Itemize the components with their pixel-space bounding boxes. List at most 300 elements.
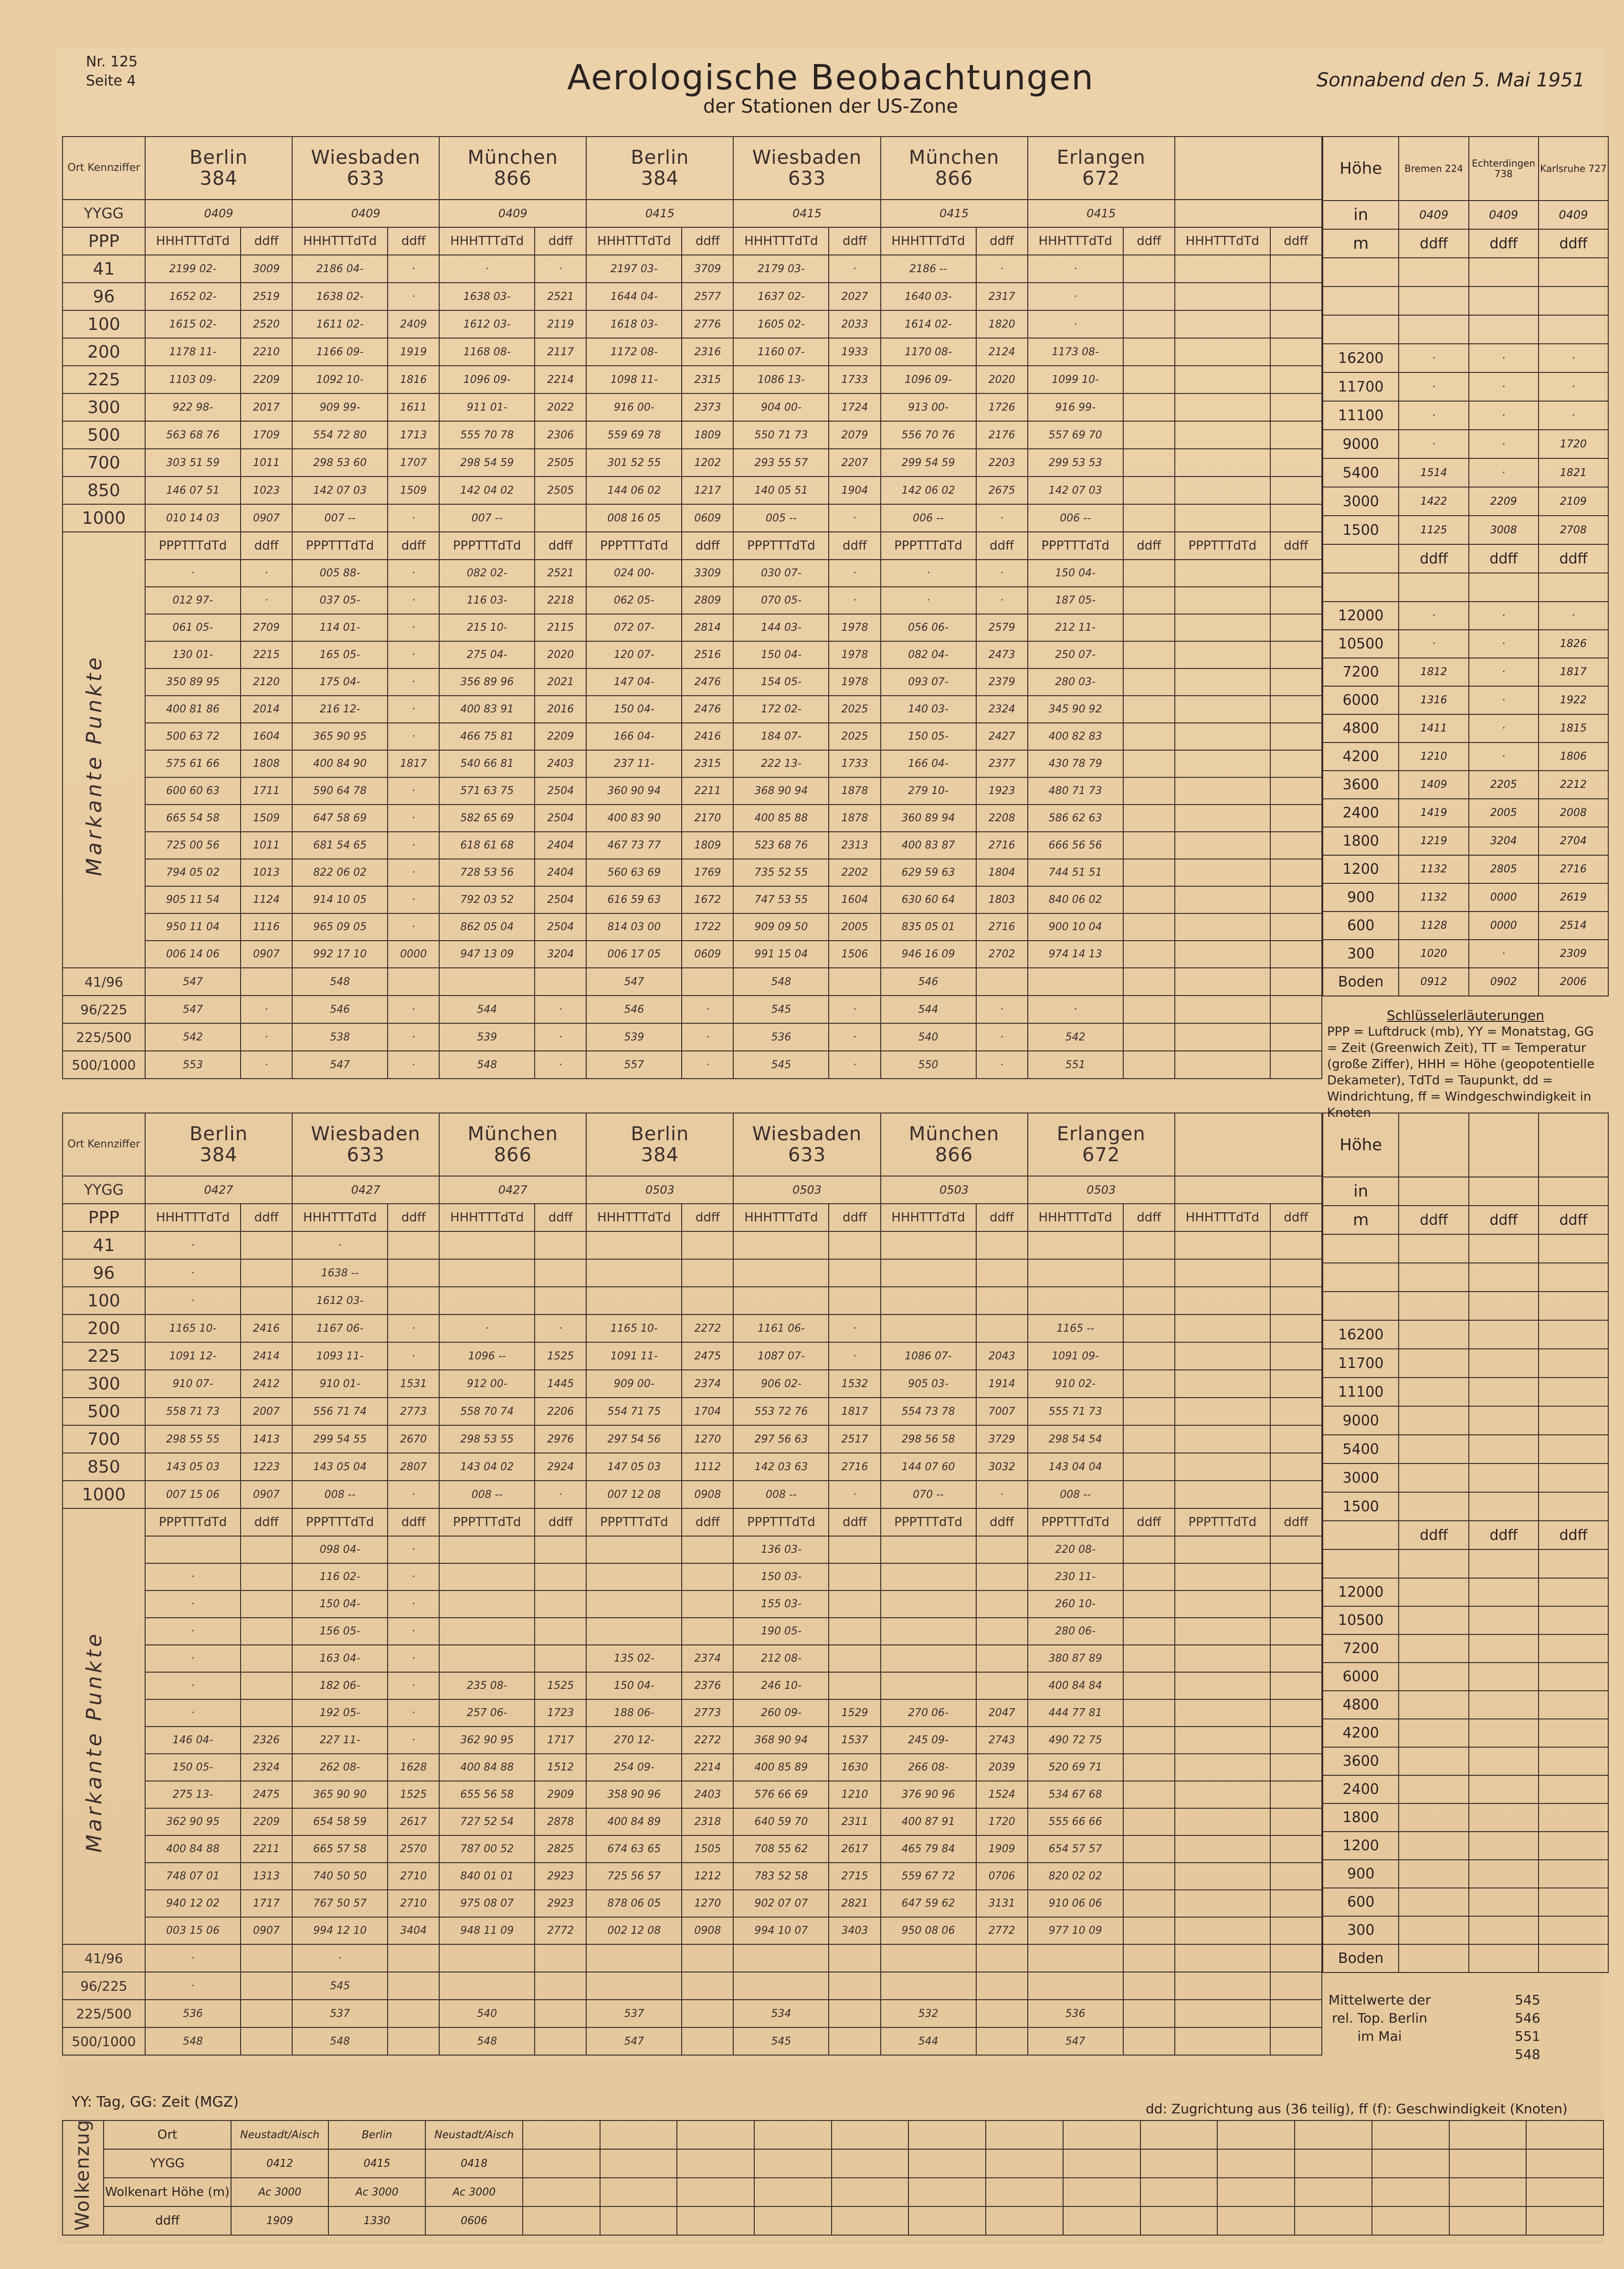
data-cell: · bbox=[829, 1342, 880, 1370]
yygg-label: YYGG bbox=[63, 1176, 145, 1204]
data-cell: 150 05- bbox=[145, 1754, 241, 1781]
data-cell: 550 71 73 bbox=[733, 421, 829, 449]
data-cell: 916 00- bbox=[586, 393, 682, 421]
data-cell: 1330 bbox=[328, 2206, 425, 2235]
blank-cell bbox=[1295, 2206, 1372, 2235]
data-cell: 061 05- bbox=[145, 614, 241, 641]
data-cell: · bbox=[388, 1727, 439, 1754]
data-cell: 297 56 63 bbox=[733, 1425, 829, 1453]
blank-cell bbox=[1449, 2121, 1527, 2149]
level-row bbox=[63, 283, 1322, 310]
data-cell: 2516 bbox=[682, 641, 733, 668]
blank-cell bbox=[1399, 1747, 1468, 1775]
blank-cell bbox=[1140, 2121, 1218, 2149]
ppp-column-header: PPPTTTdTd bbox=[439, 1508, 535, 1536]
data-cell: 1614 02- bbox=[881, 310, 976, 338]
height-level: 10500 bbox=[1323, 1606, 1399, 1634]
data-cell: 1170 08- bbox=[881, 338, 976, 366]
data-cell: 1809 bbox=[682, 832, 733, 859]
data-cell: 2617 bbox=[388, 1808, 439, 1835]
wolkenzug-row-label: ddff bbox=[104, 2206, 232, 2235]
data-cell: 1445 bbox=[535, 1370, 586, 1398]
data-cell: 2514 bbox=[1539, 912, 1608, 940]
data-cell: 465 79 84 bbox=[881, 1835, 976, 1863]
data-cell: 150 03- bbox=[733, 1563, 829, 1590]
height-level: 11700 bbox=[1323, 372, 1399, 401]
data-cell: · bbox=[241, 1051, 292, 1079]
data-cell: 1167 06- bbox=[292, 1315, 388, 1342]
blank-cell bbox=[754, 2178, 832, 2206]
data-cell: 2878 bbox=[535, 1808, 586, 1835]
data-cell: · bbox=[388, 560, 439, 587]
side-blank-row bbox=[1323, 573, 1608, 602]
data-cell: 655 56 58 bbox=[439, 1781, 535, 1808]
ddff-column-header: ddff bbox=[1399, 229, 1468, 258]
data-cell: 2412 bbox=[241, 1370, 292, 1398]
data-cell: 3404 bbox=[388, 1917, 439, 1944]
data-cell: 0907 bbox=[241, 1481, 292, 1508]
data-cell: Neustadt/Aisch bbox=[231, 2121, 328, 2149]
side-blank-row bbox=[1323, 1234, 1608, 1263]
data-cell: 558 71 73 bbox=[145, 1398, 241, 1425]
blank-cell bbox=[1469, 1234, 1539, 1263]
side-markante-row bbox=[1323, 1775, 1608, 1803]
side-markante-row bbox=[1323, 742, 1608, 771]
data-cell: 2404 bbox=[535, 859, 586, 886]
data-cell bbox=[1270, 777, 1322, 805]
data-cell bbox=[1175, 421, 1270, 449]
data-cell: · bbox=[976, 587, 1028, 614]
data-cell: 2207 bbox=[829, 449, 880, 477]
data-cell: 037 05- bbox=[292, 587, 388, 614]
data-cell: · bbox=[388, 283, 439, 310]
ppp-column-header: PPPTTTdTd bbox=[145, 1508, 241, 1536]
data-cell: 2005 bbox=[1469, 799, 1539, 827]
data-cell: 280 06- bbox=[1028, 1618, 1123, 1645]
ppp-column-header: PPPTTTdTd bbox=[881, 532, 976, 560]
markante-row bbox=[63, 1808, 1322, 1835]
data-cell bbox=[1270, 1231, 1322, 1259]
data-cell: 2473 bbox=[976, 641, 1028, 668]
blank-cell bbox=[1469, 1860, 1539, 1888]
hhh-column-header: HHHTTTdTd bbox=[1028, 1204, 1123, 1231]
side-markante-header bbox=[1323, 1521, 1608, 1549]
blank-cell bbox=[1399, 258, 1468, 286]
blank-cell bbox=[1323, 286, 1399, 315]
level-row bbox=[63, 504, 1322, 532]
blank-cell bbox=[1539, 1463, 1608, 1492]
data-cell: 554 73 78 bbox=[881, 1398, 976, 1425]
data-cell bbox=[682, 1231, 733, 1259]
side-height-row bbox=[1323, 1463, 1608, 1492]
blank-cell bbox=[1539, 573, 1608, 602]
data-cell: · bbox=[976, 255, 1028, 283]
data-cell: 665 54 58 bbox=[145, 805, 241, 832]
data-cell: 1611 02- bbox=[292, 310, 388, 338]
data-cell bbox=[1123, 393, 1175, 421]
data-cell: · bbox=[388, 668, 439, 696]
ddff-column-header: ddff bbox=[1469, 1206, 1539, 1234]
data-cell: 7007 bbox=[976, 1398, 1028, 1425]
data-cell: 2809 bbox=[682, 587, 733, 614]
data-cell: 3131 bbox=[976, 1890, 1028, 1917]
height-level: 6000 bbox=[1323, 686, 1399, 714]
data-cell bbox=[241, 968, 292, 996]
wolkenzug-row bbox=[63, 2178, 1603, 2206]
blank-cell bbox=[832, 2178, 909, 2206]
blank-cell bbox=[986, 2121, 1063, 2149]
data-cell bbox=[1123, 1453, 1175, 1481]
data-cell: 070 05- bbox=[733, 587, 829, 614]
data-cell: 2017 bbox=[241, 393, 292, 421]
data-cell: 0412 bbox=[231, 2149, 328, 2178]
hhh-column-header: HHHTTTdTd bbox=[439, 227, 535, 255]
blank-cell bbox=[1323, 258, 1399, 286]
station-code: 672 bbox=[1082, 168, 1120, 190]
data-cell: · bbox=[881, 560, 976, 587]
data-cell bbox=[881, 1563, 976, 1590]
data-cell: 237 11- bbox=[586, 750, 682, 777]
data-cell: 1652 02- bbox=[145, 283, 241, 310]
data-cell: 640 59 70 bbox=[733, 1808, 829, 1835]
level-row bbox=[63, 310, 1322, 338]
data-cell: 1166 09- bbox=[292, 338, 388, 366]
data-cell bbox=[1270, 1051, 1322, 1079]
data-cell: 2209 bbox=[241, 1808, 292, 1835]
data-cell: 192 05- bbox=[292, 1699, 388, 1727]
data-cell bbox=[976, 2000, 1028, 2027]
data-cell: 545 bbox=[733, 2027, 829, 2055]
data-cell: · bbox=[241, 996, 292, 1023]
data-cell: 2520 bbox=[241, 310, 292, 338]
blank-cell bbox=[1469, 258, 1539, 286]
side-markante-row bbox=[1323, 1803, 1608, 1832]
data-cell: 2186 04- bbox=[292, 255, 388, 283]
data-cell: 002 12 08 bbox=[586, 1917, 682, 1944]
data-cell: 1605 02- bbox=[733, 310, 829, 338]
ddff-column-header: ddff bbox=[1123, 532, 1175, 560]
data-cell: 548 bbox=[439, 2027, 535, 2055]
data-cell: 140 05 51 bbox=[733, 477, 829, 504]
data-cell: 950 11 04 bbox=[145, 913, 241, 941]
ddff-column-header: ddff bbox=[1123, 1204, 1175, 1231]
layer-row bbox=[63, 996, 1322, 1023]
data-cell bbox=[1123, 1944, 1175, 1972]
station-header bbox=[439, 1113, 586, 1176]
layer-row bbox=[63, 1051, 1322, 1079]
station-name: Wiesbaden bbox=[311, 1123, 421, 1145]
markante-row bbox=[63, 941, 1322, 968]
column-header-row bbox=[63, 1204, 1322, 1231]
data-cell bbox=[1123, 310, 1175, 338]
data-cell: 1878 bbox=[829, 777, 880, 805]
data-cell bbox=[1175, 1051, 1270, 1079]
station-name: Erlangen bbox=[1056, 147, 1146, 169]
data-cell: 1210 bbox=[829, 1781, 880, 1808]
blank-cell bbox=[1399, 1944, 1468, 1972]
data-cell: 555 66 66 bbox=[1028, 1808, 1123, 1835]
data-cell bbox=[1123, 1287, 1175, 1315]
markante-row bbox=[63, 832, 1322, 859]
blank-cell bbox=[1539, 1803, 1608, 1832]
yygg-value: 0409 bbox=[439, 200, 586, 227]
data-cell: 2209 bbox=[1469, 487, 1539, 516]
data-cell bbox=[388, 2000, 439, 2027]
data-cell: 744 51 51 bbox=[1028, 859, 1123, 886]
data-cell: 163 04- bbox=[292, 1645, 388, 1672]
data-cell: 245 09- bbox=[881, 1727, 976, 1754]
data-cell: 911 01- bbox=[439, 393, 535, 421]
data-cell bbox=[535, 504, 586, 532]
data-cell bbox=[1123, 1023, 1175, 1051]
yygg-label: YYGG bbox=[63, 200, 145, 227]
data-cell bbox=[1175, 668, 1270, 696]
data-cell: 220 08- bbox=[1028, 1536, 1123, 1563]
data-cell bbox=[829, 2027, 880, 2055]
data-cell: 630 60 64 bbox=[881, 886, 976, 913]
data-cell bbox=[1270, 832, 1322, 859]
data-cell bbox=[1175, 1536, 1270, 1563]
station-row bbox=[63, 1113, 1322, 1176]
blank-cell bbox=[1539, 1719, 1608, 1747]
blank-cell bbox=[1469, 1719, 1539, 1747]
data-cell: 2504 bbox=[535, 886, 586, 913]
station-header bbox=[586, 137, 733, 200]
data-cell bbox=[1175, 614, 1270, 641]
data-cell: 2617 bbox=[829, 1835, 880, 1863]
lower-observation-table bbox=[62, 1113, 1322, 2056]
data-cell: 681 54 65 bbox=[292, 832, 388, 859]
data-cell bbox=[1123, 750, 1175, 777]
data-cell bbox=[1175, 587, 1270, 614]
data-cell: 0907 bbox=[241, 941, 292, 968]
data-cell: · bbox=[388, 832, 439, 859]
data-cell: 254 09- bbox=[586, 1754, 682, 1781]
side-markante-row bbox=[1323, 827, 1608, 855]
station-code: 633 bbox=[347, 1144, 385, 1166]
station-name: Berlin bbox=[189, 147, 248, 169]
data-cell bbox=[976, 1315, 1028, 1342]
data-cell: 182 06- bbox=[292, 1672, 388, 1699]
markante-row bbox=[63, 723, 1322, 750]
markante-punkte-label bbox=[63, 532, 145, 968]
data-cell: 1733 bbox=[829, 750, 880, 777]
data-cell: 444 77 81 bbox=[1028, 1699, 1123, 1727]
page-subtitle: der Stationen der US-Zone bbox=[703, 95, 959, 117]
data-cell: 2210 bbox=[241, 338, 292, 366]
data-cell: · bbox=[388, 504, 439, 532]
data-cell bbox=[1270, 1023, 1322, 1051]
data-cell: 2197 03- bbox=[586, 255, 682, 283]
data-cell: 2716 bbox=[1539, 855, 1608, 883]
data-cell bbox=[829, 1672, 880, 1699]
data-cell: · bbox=[439, 255, 535, 283]
data-cell bbox=[1123, 1781, 1175, 1808]
data-cell bbox=[439, 1563, 535, 1590]
side-station-name: Echterdingen 738 bbox=[1469, 137, 1539, 201]
data-cell: 1525 bbox=[535, 1672, 586, 1699]
data-cell: · bbox=[439, 1315, 535, 1342]
data-cell: 222 13- bbox=[733, 750, 829, 777]
data-cell: 582 65 69 bbox=[439, 805, 535, 832]
data-cell: · bbox=[1028, 283, 1123, 310]
blank-cell bbox=[1539, 1263, 1608, 1292]
data-cell bbox=[1123, 1727, 1175, 1754]
data-cell bbox=[1123, 1481, 1175, 1508]
blank-cell bbox=[1539, 1113, 1608, 1177]
data-cell: 975 08 07 bbox=[439, 1890, 535, 1917]
data-cell bbox=[1175, 1618, 1270, 1645]
pressure-level: 200 bbox=[63, 338, 145, 366]
data-cell: 062 05- bbox=[586, 587, 682, 614]
blank-cell bbox=[1323, 1292, 1399, 1320]
data-cell: 1817 bbox=[388, 750, 439, 777]
data-cell: 544 bbox=[881, 996, 976, 1023]
data-cell: 2306 bbox=[535, 421, 586, 449]
height-level: 4200 bbox=[1323, 1719, 1399, 1747]
data-cell: 1096 -- bbox=[439, 1342, 535, 1370]
side-station-name: Karlsruhe 727 bbox=[1539, 137, 1608, 201]
data-cell bbox=[1123, 255, 1175, 283]
data-cell: 554 71 75 bbox=[586, 1398, 682, 1425]
yygg-value bbox=[1175, 200, 1322, 227]
data-cell: · bbox=[388, 1481, 439, 1508]
side-blank-row bbox=[1323, 1263, 1608, 1292]
data-cell bbox=[1175, 1672, 1270, 1699]
data-cell: 792 03 52 bbox=[439, 886, 535, 913]
blank-cell bbox=[600, 2149, 677, 2178]
data-cell bbox=[881, 1645, 976, 1672]
data-cell bbox=[241, 1287, 292, 1315]
data-cell: 2377 bbox=[976, 750, 1028, 777]
data-cell: 822 06 02 bbox=[292, 859, 388, 886]
ppp-column-header: PPPTTTdTd bbox=[1028, 1508, 1123, 1536]
layer-label: 225/500 bbox=[63, 2000, 145, 2027]
data-cell: 1637 02- bbox=[733, 283, 829, 310]
data-cell: 545 bbox=[733, 1051, 829, 1079]
height-level: 1500 bbox=[1323, 516, 1399, 544]
data-cell bbox=[1028, 1231, 1123, 1259]
side-yygg: 0409 bbox=[1469, 201, 1539, 229]
layer-label: 500/1000 bbox=[63, 1051, 145, 1079]
data-cell bbox=[388, 1231, 439, 1259]
height-level: 3000 bbox=[1323, 487, 1399, 516]
data-cell: 1612 03- bbox=[292, 1287, 388, 1315]
data-cell: 922 98- bbox=[145, 393, 241, 421]
height-level: Boden bbox=[1323, 1944, 1399, 1972]
layer-label: 96/225 bbox=[63, 1972, 145, 2000]
data-cell bbox=[1175, 1398, 1270, 1425]
data-cell: 2317 bbox=[976, 283, 1028, 310]
hhh-column-header: HHHTTTdTd bbox=[1175, 1204, 1270, 1231]
side-height-row bbox=[1323, 1378, 1608, 1406]
blank-cell bbox=[1539, 1888, 1608, 1916]
data-cell bbox=[1028, 1287, 1123, 1315]
ddff-column-header: ddff bbox=[241, 1508, 292, 1536]
data-cell: 2709 bbox=[241, 614, 292, 641]
in-label: in bbox=[1323, 201, 1399, 229]
blank-cell bbox=[1539, 1234, 1608, 1263]
data-cell bbox=[241, 1944, 292, 1972]
data-cell: · bbox=[535, 1481, 586, 1508]
data-cell: 559 67 72 bbox=[881, 1863, 976, 1890]
data-cell: · bbox=[241, 587, 292, 614]
data-cell bbox=[1270, 1453, 1322, 1481]
data-cell bbox=[682, 1590, 733, 1618]
data-cell: 1914 bbox=[976, 1370, 1028, 1398]
data-cell bbox=[1270, 805, 1322, 832]
ddff-column-header: ddff bbox=[1539, 1206, 1608, 1234]
data-cell: · bbox=[1399, 630, 1468, 658]
data-cell: 1532 bbox=[829, 1370, 880, 1398]
blank-cell bbox=[1399, 1578, 1468, 1606]
side-yygg: 0409 bbox=[1399, 201, 1468, 229]
data-cell: 2427 bbox=[976, 723, 1028, 750]
data-cell: · bbox=[1399, 401, 1468, 430]
hhh-column-header: HHHTTTdTd bbox=[292, 227, 388, 255]
data-cell bbox=[1123, 1672, 1175, 1699]
data-cell: 1011 bbox=[241, 832, 292, 859]
data-cell bbox=[1028, 968, 1123, 996]
blank-cell bbox=[1399, 1177, 1468, 1206]
data-cell bbox=[535, 2000, 586, 2027]
height-level: 9000 bbox=[1323, 1406, 1399, 1435]
side-height-row bbox=[1323, 430, 1608, 458]
data-cell bbox=[976, 1618, 1028, 1645]
data-cell bbox=[829, 1563, 880, 1590]
data-cell bbox=[241, 1536, 292, 1563]
side-markante-row bbox=[1323, 630, 1608, 658]
data-cell: 146 07 51 bbox=[145, 477, 241, 504]
pressure-level: 500 bbox=[63, 1398, 145, 1425]
blank-cell bbox=[754, 2121, 832, 2149]
data-cell: 2124 bbox=[976, 338, 1028, 366]
data-cell: 262 08- bbox=[292, 1754, 388, 1781]
data-cell bbox=[535, 1645, 586, 1672]
data-cell: 1720 bbox=[976, 1808, 1028, 1835]
data-cell bbox=[1175, 2027, 1270, 2055]
data-cell bbox=[976, 1287, 1028, 1315]
height-level: 4800 bbox=[1323, 1691, 1399, 1719]
data-cell bbox=[682, 2000, 733, 2027]
data-cell: 2708 bbox=[1539, 516, 1608, 544]
data-cell: 1316 bbox=[1399, 686, 1468, 714]
data-cell bbox=[1175, 1370, 1270, 1398]
blank-cell bbox=[1469, 1578, 1539, 1606]
data-cell: 1821 bbox=[1539, 458, 1608, 487]
data-cell: · bbox=[388, 1618, 439, 1645]
blank-cell bbox=[1539, 286, 1608, 315]
data-cell: 007 -- bbox=[292, 504, 388, 532]
side-yygg: 0409 bbox=[1539, 201, 1608, 229]
data-cell: 2923 bbox=[535, 1863, 586, 1890]
data-cell: 008 -- bbox=[292, 1481, 388, 1508]
markante-row bbox=[63, 805, 1322, 832]
blank-cell bbox=[1539, 1860, 1608, 1888]
data-cell bbox=[586, 1972, 682, 2000]
data-cell: 142 03 63 bbox=[733, 1453, 829, 1481]
data-cell: 571 63 75 bbox=[439, 777, 535, 805]
data-cell: 1132 bbox=[1399, 855, 1468, 883]
blank-cell bbox=[1399, 1463, 1468, 1492]
blank-cell bbox=[1539, 1944, 1608, 1972]
markante-row bbox=[63, 587, 1322, 614]
data-cell: 557 69 70 bbox=[1028, 421, 1123, 449]
blank-cell bbox=[1469, 315, 1539, 344]
side-blank-row bbox=[1323, 258, 1608, 286]
blank-cell bbox=[1539, 258, 1608, 286]
data-cell: · bbox=[1399, 430, 1468, 458]
